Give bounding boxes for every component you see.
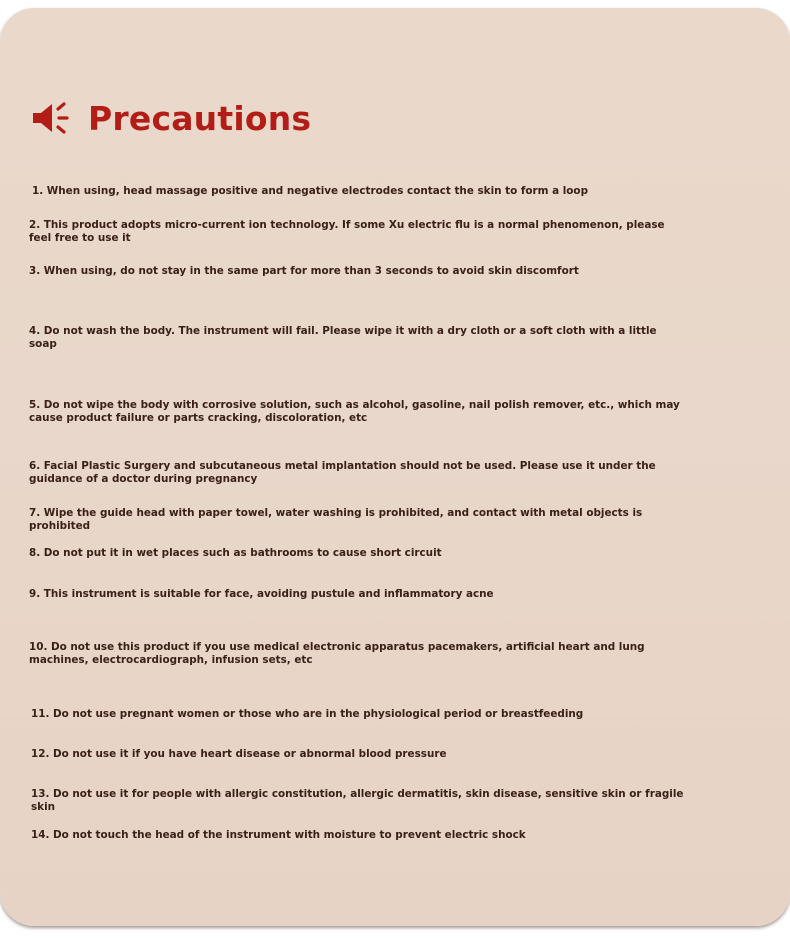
precaution-item-4: 4. Do not wash the body. The instrument will fail. Please wipe it with a dry cloth or a soft cloth with a little soap xyxy=(29,325,657,351)
precaution-item-12: 12. Do not use it if you have heart disease or abnormal blood pressure xyxy=(31,748,447,760)
precautions-header xyxy=(30,98,311,138)
precaution-item-1: 1. When using, head massage positive and negative electrodes contact the skin to form a loop xyxy=(32,185,589,197)
precaution-item-3: 3. When using, do not stay in the same part for more than 3 seconds to avoid skin discomfort xyxy=(29,265,579,277)
precaution-item-11: 11. Do not use pregnant women or those who are in the physiological period or breastfeeding xyxy=(31,708,584,720)
precaution-item-10: 10. Do not use this product if you use medical electronic apparatus pacemakers, artificial heart and lung machines, electrocardiograph, infusion sets, etc xyxy=(29,641,645,667)
precaution-item-5: 5. Do not wipe the body with corrosive solution, such as alcohol, gasoline, nail polish remover, etc., which may cause product failure or parts cracking, discoloration, etc xyxy=(29,399,680,425)
precautions-card xyxy=(0,8,790,926)
precaution-item-2: 2. This product adopts micro-current ion technology. If some Xu electric flu is a normal phenomenon, please feel free to use it xyxy=(29,219,665,245)
precaution-item-6: 6. Facial Plastic Surgery and subcutaneous metal implantation should not be used. Please use it under the guidance of a doctor during pregnancy xyxy=(29,460,656,486)
precaution-item-13: 13. Do not use it for people with allergic constitution, allergic dermatitis, skin disease, sensitive skin or fragile skin xyxy=(31,788,684,814)
precaution-item-8: 8. Do not put it in wet places such as bathrooms to cause short circuit xyxy=(29,547,442,559)
precaution-item-7: 7. Wipe the guide head with paper towel, water washing is prohibited, and contact with metal objects is prohibited xyxy=(29,507,643,533)
precaution-item-9: 9. This instrument is suitable for face, avoiding pustule and inflammatory acne xyxy=(29,588,494,600)
page-title: Precautions xyxy=(88,98,312,138)
speaker-icon xyxy=(30,101,70,135)
precaution-item-14: 14. Do not touch the head of the instrument with moisture to prevent electric shock xyxy=(31,829,526,841)
